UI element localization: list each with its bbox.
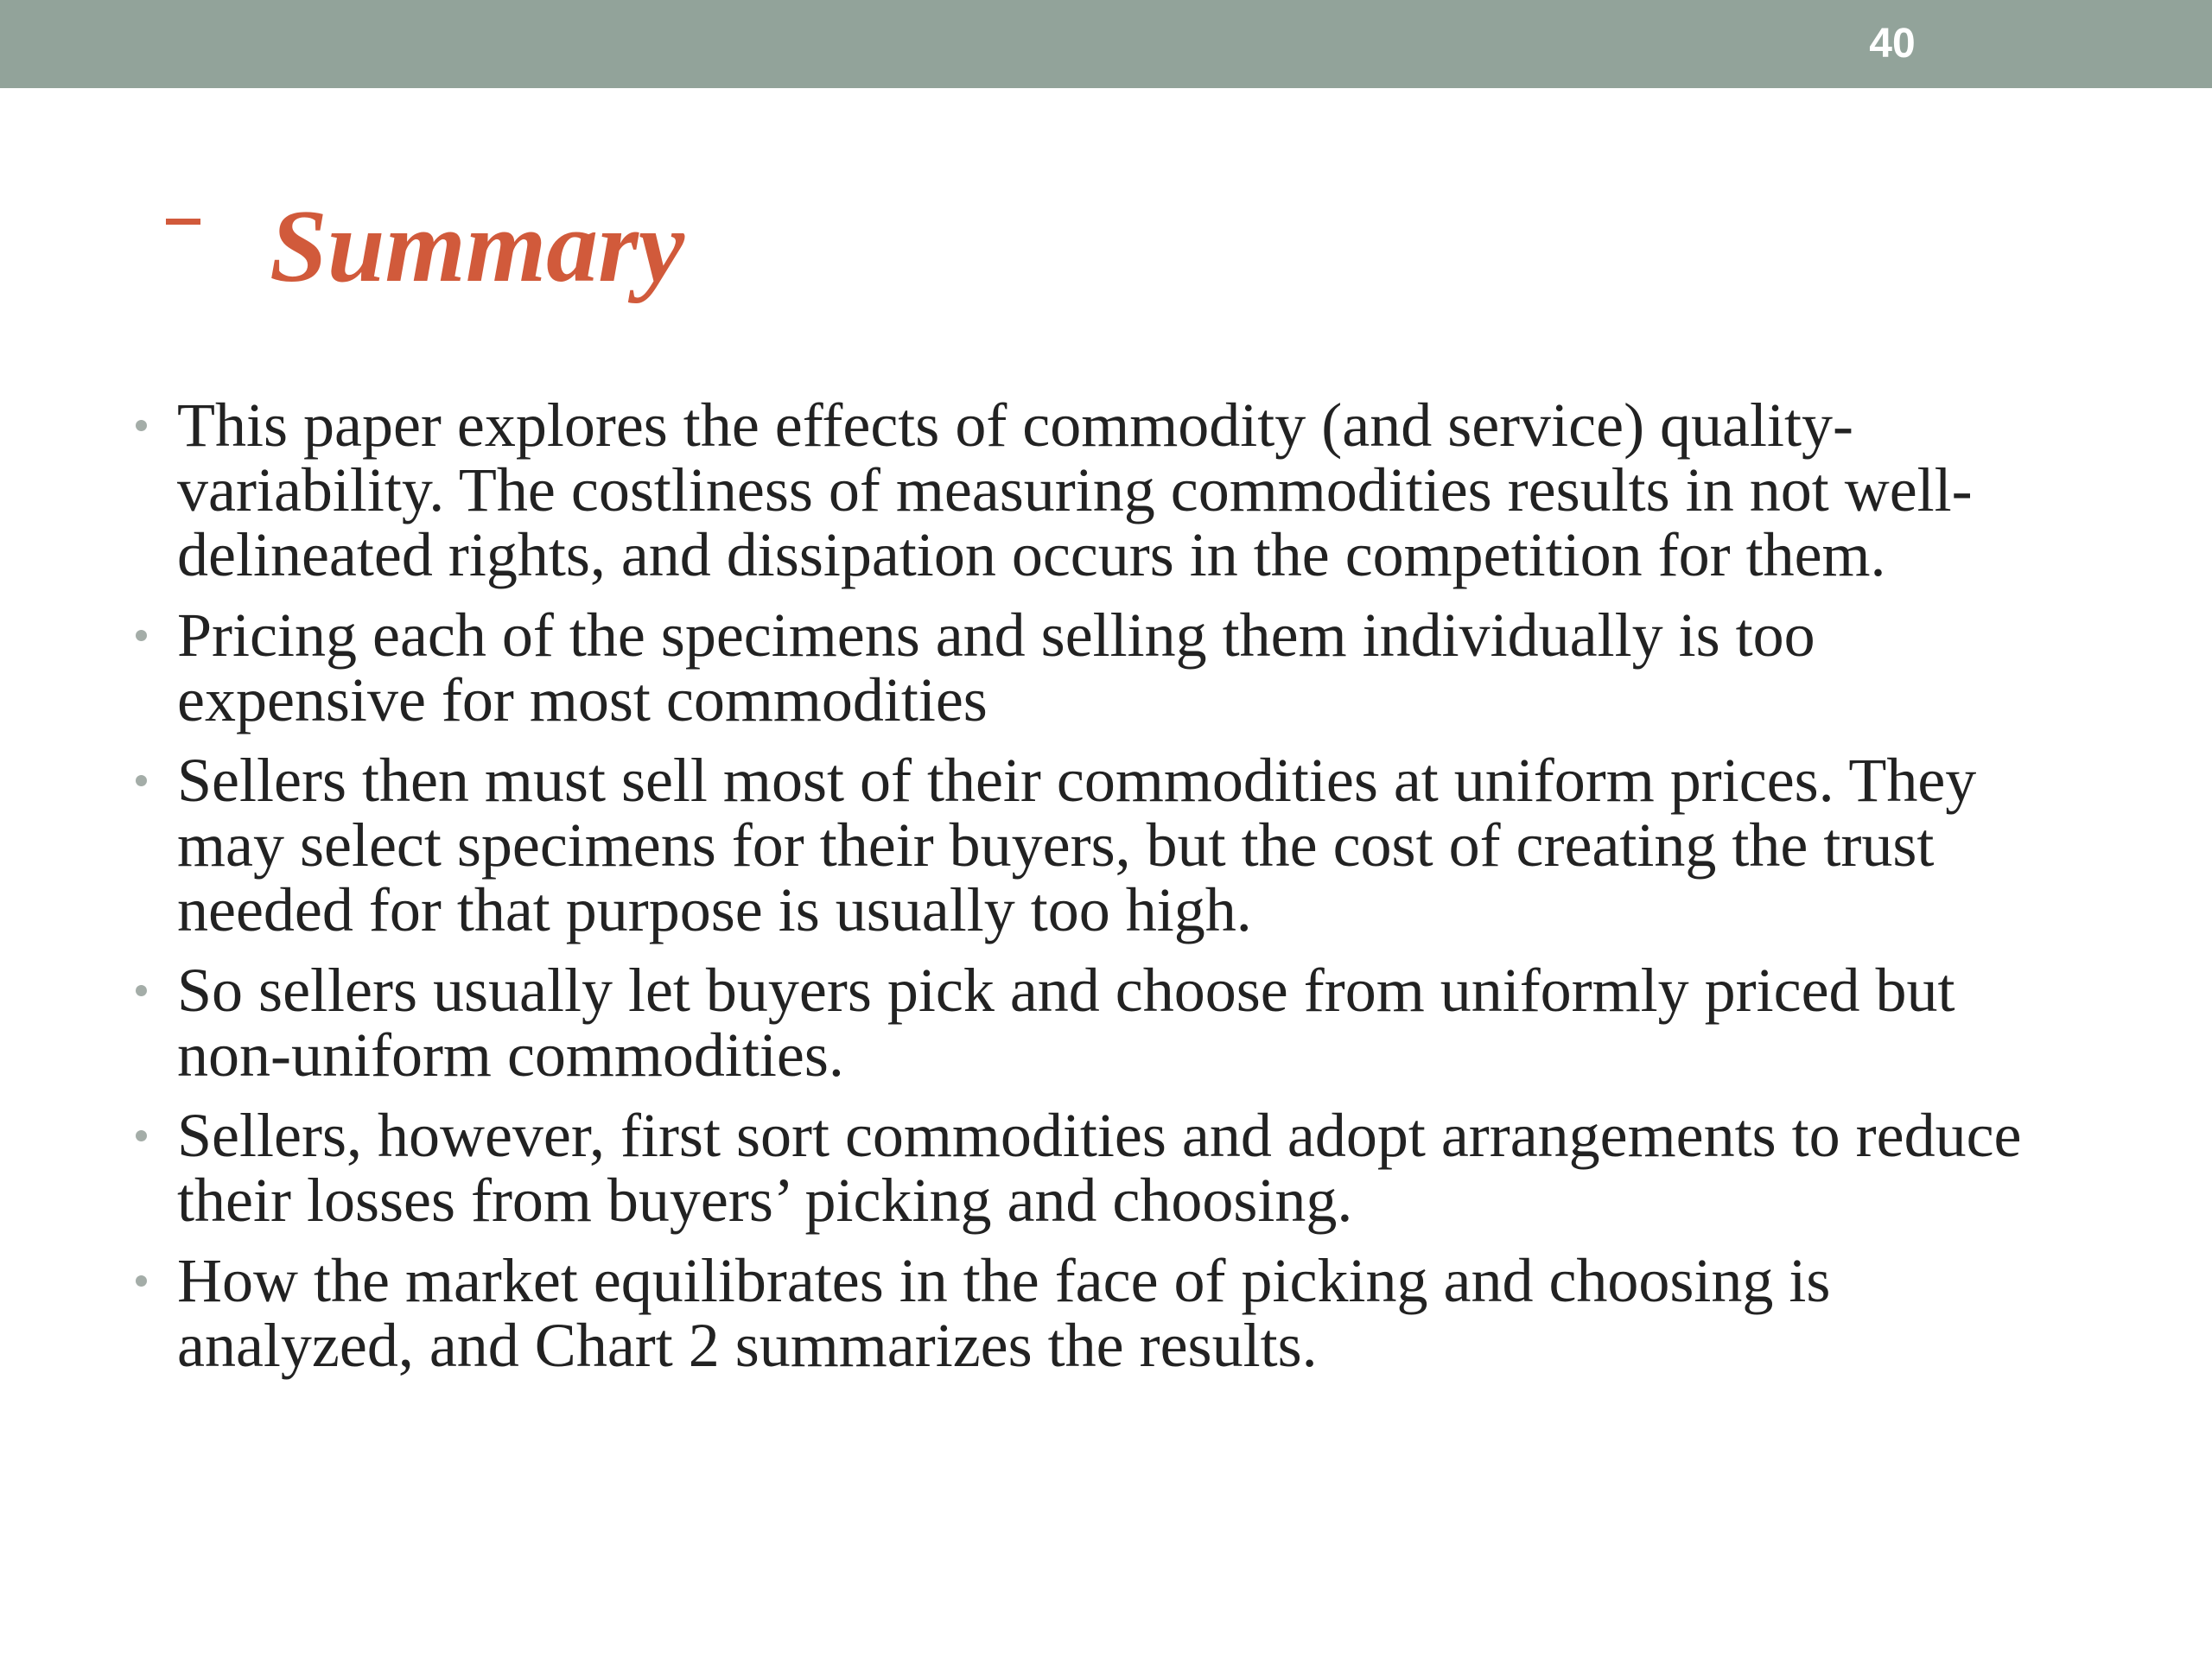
bullet-text: How the market equilibrates in the face of picking and choosing is analyzed, and Chart 2 summarizes the results. — [177, 1246, 1831, 1380]
bullet-dot-icon — [136, 420, 147, 431]
bullet-item — [130, 393, 2039, 588]
bullet-item — [130, 748, 2039, 943]
bullet-item — [130, 1103, 2039, 1233]
bullet-dot-icon — [136, 985, 147, 996]
bullet-list — [130, 393, 2039, 1394]
bullet-dot-icon — [136, 775, 147, 786]
bullet-dot-icon — [136, 1275, 147, 1287]
bullet-item — [130, 603, 2039, 733]
bullet-text: Sellers, however, first sort commodities and adopt arrangements to reduce their losses from buyers’ picking and choosing. — [177, 1101, 2022, 1235]
bullet-dot-icon — [136, 630, 147, 641]
bullet-item — [130, 958, 2039, 1088]
bullet-text: Pricing each of the specimens and selling them individually is too expensive for most commodities — [177, 601, 1815, 734]
bullet-text: Sellers then must sell most of their commodities at uniform prices. They may select specimens for their buyers, but the cost of creating the trust needed for that purpose is usually too high. — [177, 746, 1977, 944]
slide-number: 40 — [1869, 21, 1916, 67]
header-bar — [0, 0, 2212, 88]
title-dash-mark — [166, 219, 200, 225]
slide-title: Summary — [270, 188, 685, 303]
bullet-dot-icon — [136, 1130, 147, 1141]
bullet-item — [130, 1246, 2039, 1380]
bullet-text: This paper explores the effects of commodity (and service) quality-variability. The costliness of measuring commodities results in not well-delineated rights, and dissipation occurs in the competition for them. — [177, 391, 1973, 589]
bullet-text: So sellers usually let buyers pick and choose from uniformly priced but non-uniform commodities. — [177, 956, 1955, 1090]
